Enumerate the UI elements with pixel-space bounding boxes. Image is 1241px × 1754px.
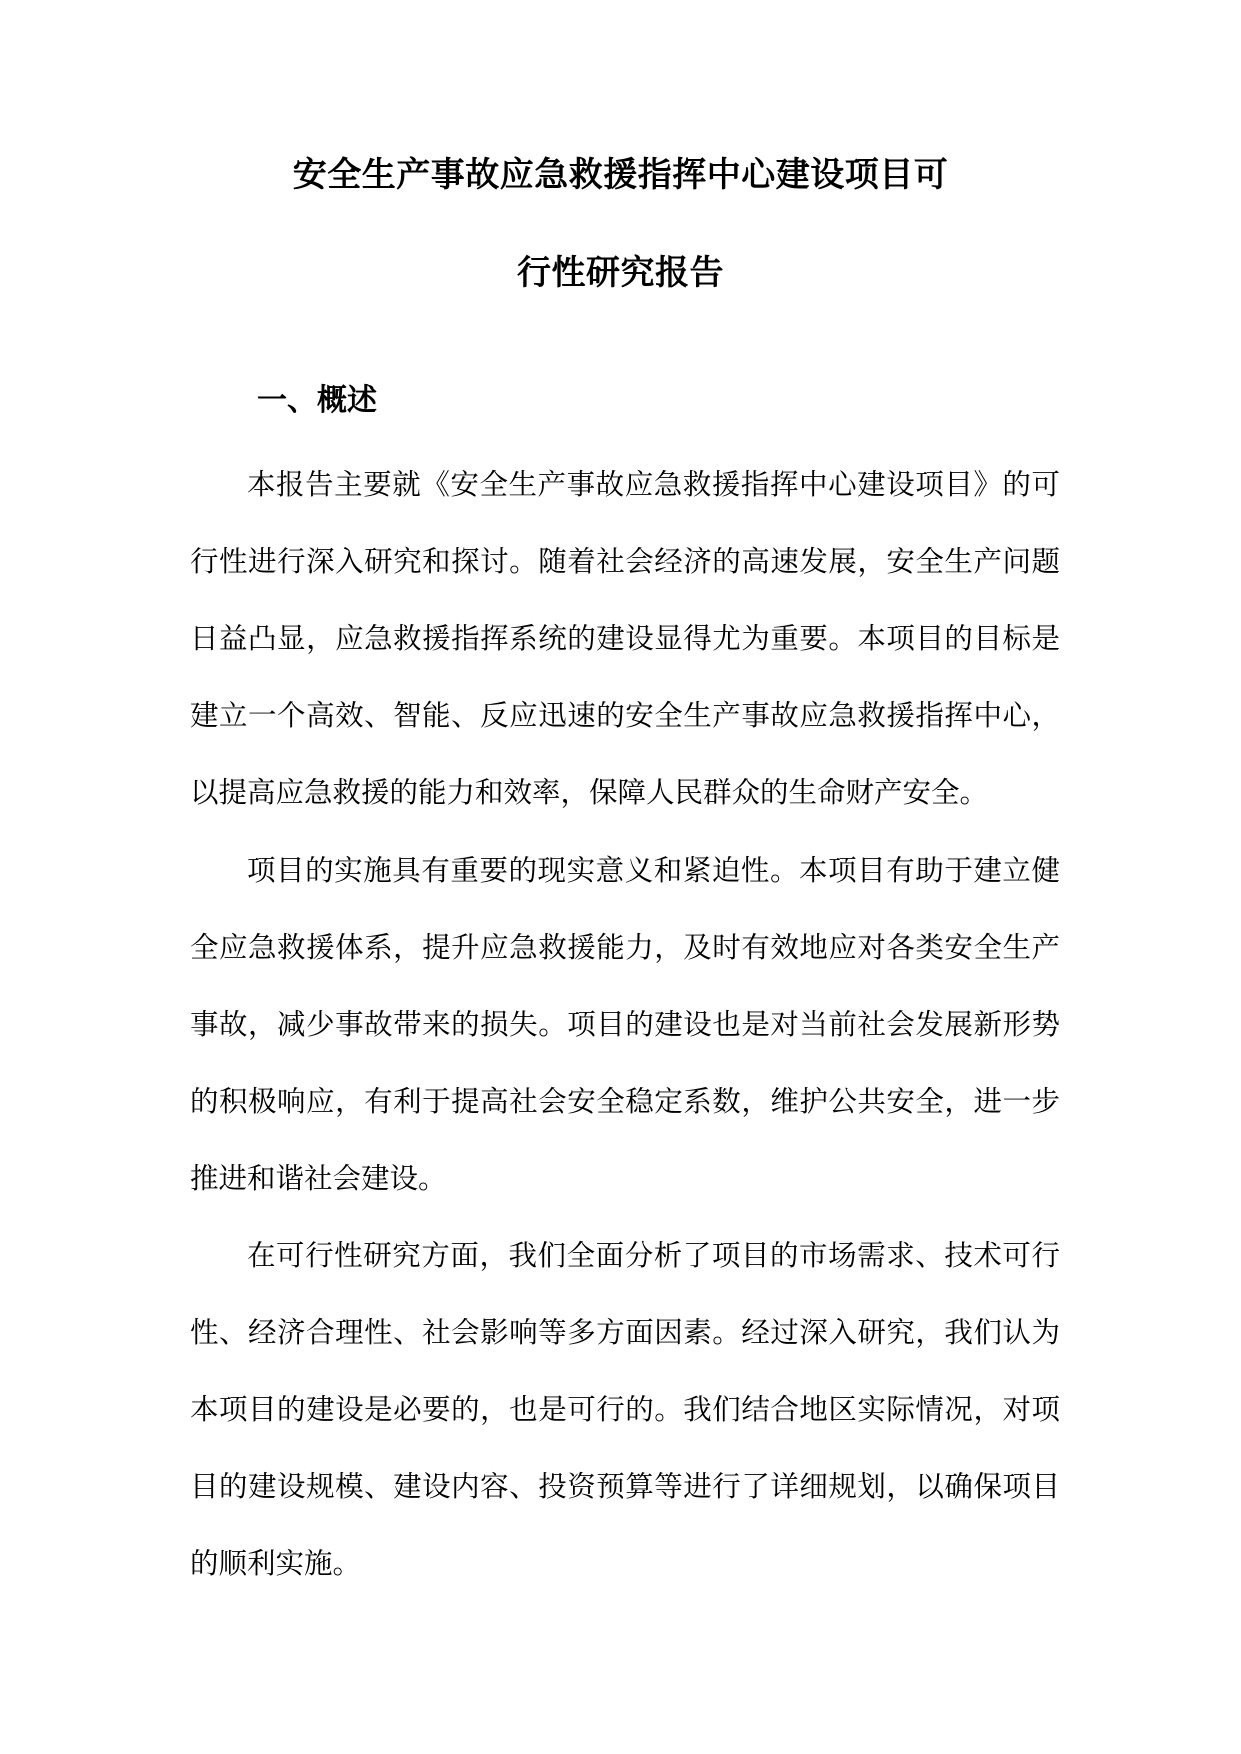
paragraph-1: 本报告主要就《安全生产事故应急救援指挥中心建设项目》的可行性进行深入研究和探讨。随着社会经济的高速发展，安全生产问题日益凸显，应急救援指挥系统的建设显得尤为重要。本项目的目标是建立一个高效、智能、反应迅速的安全生产事故应急救援指挥中心，以提高应急救援的能力和效率，保障人民群众的生命财产安全。 <box>190 468 1060 809</box>
document-title-line-1: 安全生产事故应急救援指挥中心建设项目可 <box>292 155 949 195</box>
paragraph-3: 在可行性研究方面，我们全面分析了项目的市场需求、技术可行性、经济合理性、社会影响等多方面因素。经过深入研究，我们认为本项目的建设是必要的，也是可行的。我们结合地区实际情况，对项目的建设规模、建设内容、投资预算等进行了详细规划，以确保项目的顺利实施。 <box>190 1239 1060 1580</box>
paragraph-2: 项目的实施具有重要的现实意义和紧迫性。本项目有助于建立健全应急救援体系，提升应急救援能力，及时有效地应对各类安全生产事故，减少事故带来的损失。项目的建设也是对当前社会发展新形势的积极响应，有利于提高社会安全稳定系数，维护公共安全，进一步推进和谐社会建设。 <box>190 854 1060 1195</box>
section-heading: 一、概述 <box>257 383 377 418</box>
document-title-line-2: 行性研究报告 <box>517 253 724 293</box>
